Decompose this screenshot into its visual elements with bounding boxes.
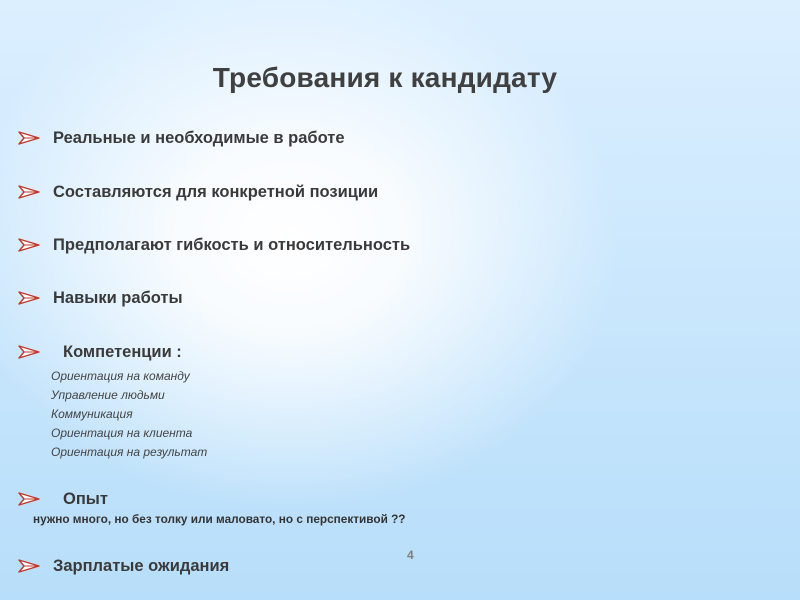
competency-item: Ориентация на клиента xyxy=(51,426,193,440)
bullet-label: Компетенции : xyxy=(63,342,182,361)
bullet-item xyxy=(18,488,108,510)
arrow-bullet-icon xyxy=(18,345,40,359)
page-number: 4 xyxy=(407,548,414,562)
bullet-item xyxy=(18,234,410,256)
arrow-bullet-icon xyxy=(18,291,40,305)
experience-note: нужно много, но без толку или маловато, но с перспективой ?? xyxy=(33,512,406,526)
arrow-bullet-icon xyxy=(18,492,40,506)
competency-item: Ориентация на результат xyxy=(51,445,208,459)
bullet-label: Зарплатые ожидания xyxy=(53,556,230,575)
bullet-label: Опыт xyxy=(63,489,108,508)
bullet-item xyxy=(18,181,378,203)
slide-title: Требования к кандидату xyxy=(212,62,558,93)
arrow-bullet-icon xyxy=(18,185,40,199)
competency-item: Ориентация на команду xyxy=(51,369,190,383)
bullet-item xyxy=(18,341,182,363)
bullet-label: Реальные и необходимые в работе xyxy=(53,128,345,147)
arrow-bullet-icon xyxy=(18,559,40,573)
bullet-item xyxy=(18,555,229,577)
bullet-label: Составляются для конкретной позиции xyxy=(53,182,379,201)
competency-item: Коммуникация xyxy=(51,407,133,421)
arrow-bullet-icon xyxy=(18,131,40,145)
bullet-label: Навыки работы xyxy=(53,288,183,307)
competency-item: Управление людьми xyxy=(51,388,165,402)
bullet-label: Предполагают гибкость и относительность xyxy=(53,235,411,254)
arrow-bullet-icon xyxy=(18,238,40,252)
bullet-item xyxy=(18,127,345,149)
bullet-item xyxy=(18,287,183,309)
